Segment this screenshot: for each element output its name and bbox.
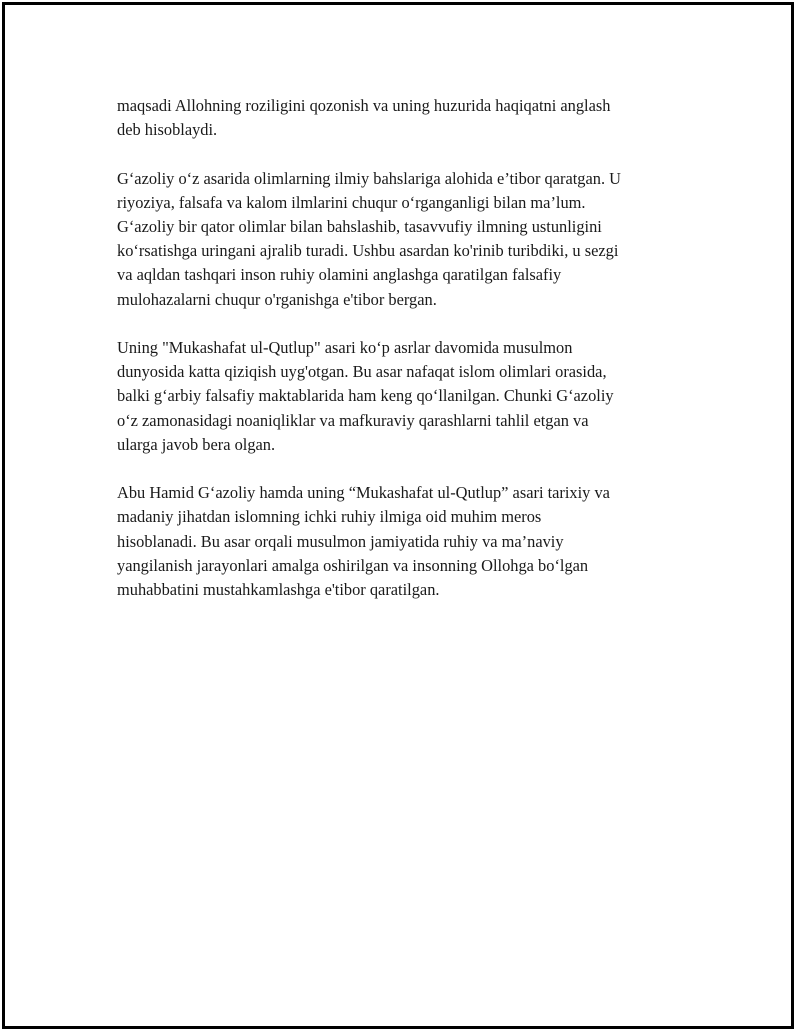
paragraph-1	[117, 94, 697, 142]
text-line: ko‘rsatishga uringani ajralib turadi. Ushbu asardan ko'rinib turibdiki, u sezgi	[117, 241, 619, 261]
text-line: yangilanish jarayonlari amalga oshirilgan va insonning Ollohga bo‘lgan	[117, 555, 589, 575]
text-line: Uning "Mukashafat ul-Qutlup" asari ko‘p asrlar davomida musulmon	[117, 338, 573, 357]
text-line: Abu Hamid G‘azoliy hamda uning “Mukashafat ul-Qutlup” asari tarixiy va	[117, 483, 610, 503]
text-line: balki g‘arbiy falsafiy maktablarida ham keng qo‘llanilgan. Chunki G‘azoliy	[117, 386, 614, 406]
paragraph-3	[117, 336, 697, 457]
paragraph-2	[117, 167, 697, 312]
text-line: maqsadi Allohning roziligini qozonish va uning huzurida haqiqatni anglash	[117, 96, 611, 115]
text-line: ularga javob bera olgan.	[117, 434, 276, 454]
text-line: hisoblanadi. Bu asar orqali musulmon jamiyatida ruhiy va ma’naviy	[117, 531, 564, 551]
text-line: madaniy jihatdan islomning ichki ruhiy ilmiga oid muhim meros	[117, 507, 542, 527]
text-line: muhabbatini mustahkamlashga e'tibor qaratilgan.	[117, 580, 440, 600]
text-line: G‘azoliy bir qator olimlar bilan bahslashib, tasavvufiy ilmning ustunligini	[117, 217, 602, 236]
text-line: va aqldan tashqari inson ruhiy olamini anglashga qaratilgan falsafiy	[117, 265, 562, 285]
text-line: G‘azoliy o‘z asarida olimlarning ilmiy bahslariga alohida e’tibor qaratgan. U	[117, 168, 621, 188]
text-line: riyoziya, falsafa va kalom ilmlarini chuqur o‘rganganligi bilan ma’lum.	[117, 192, 586, 212]
text-line: o‘z zamonasidagi noaniqliklar va mafkuraviy qarashlarni tahlil etgan va	[117, 410, 589, 430]
text-line: dunyosida katta qiziqish uyg'otgan. Bu asar nafaqat islom olimlari orasida,	[117, 362, 607, 382]
paragraph-4	[117, 481, 697, 602]
text-line: mulohazalarni chuqur o'rganishga e'tibor bergan.	[117, 289, 437, 309]
document-body	[117, 94, 697, 626]
text-line: deb hisoblaydi.	[117, 120, 218, 140]
